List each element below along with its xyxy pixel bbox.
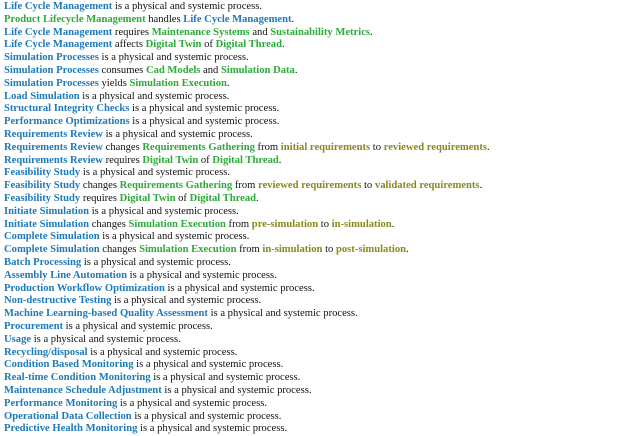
- opl-sentence: [4, 129, 636, 142]
- sentence-text: to: [370, 141, 384, 153]
- opl-sentence: [4, 321, 636, 334]
- opl-sentence: [4, 359, 636, 372]
- sentence-text: is a physical and systemic process.: [131, 410, 282, 422]
- opl-sentence: [4, 78, 636, 91]
- sentence-text: is a physical and systemic process.: [87, 346, 238, 358]
- sentence-text: changes: [102, 141, 143, 153]
- opl-sentence: [4, 398, 636, 411]
- object-term: Requirements Gathering: [119, 180, 233, 192]
- sentence-text: requires: [102, 154, 143, 166]
- opl-sentence: [4, 116, 636, 129]
- opl-sentence: [4, 27, 636, 40]
- opl-sentence: [4, 180, 636, 193]
- sentence-text: is a physical and systemic process.: [150, 372, 301, 384]
- sentence-text: from: [232, 180, 259, 192]
- state-term: in-simulation: [262, 244, 323, 256]
- object-term: Product Lifecycle Management: [4, 13, 146, 25]
- process-term: Recycling/disposal: [4, 346, 88, 358]
- state-term: reviewed requirements: [383, 141, 487, 153]
- opl-sentence: [4, 91, 636, 104]
- sentence-text: .: [256, 192, 259, 204]
- process-term: Operational Data Collection: [4, 410, 132, 422]
- opl-sentence: [4, 231, 636, 244]
- process-term: Initiate Simulation: [4, 218, 90, 230]
- process-term: Predictive Health Monitoring: [4, 423, 138, 435]
- object-term: Digital Twin: [145, 39, 202, 51]
- sentence-text: is a physical and systemic process.: [79, 90, 230, 102]
- object-term: Simulation Execution: [128, 218, 226, 230]
- process-term: Requirements Review: [4, 154, 103, 166]
- opl-sentence: [4, 423, 636, 436]
- process-term: Initiate Simulation: [4, 205, 90, 217]
- process-term: Maintenance Schedule Adjustment: [4, 384, 162, 396]
- opl-sentence: [4, 52, 636, 65]
- sentence-text: is a physical and systemic process.: [98, 52, 249, 64]
- sentence-text: to: [318, 218, 332, 230]
- sentence-text: is a physical and systemic process.: [111, 295, 262, 307]
- sentence-text: from: [225, 218, 252, 230]
- process-term: Machine Learning-based Quality Assessment: [4, 308, 208, 320]
- opl-sentence: [4, 1, 636, 14]
- opl-sentence: [4, 372, 636, 385]
- sentence-text: .: [291, 13, 295, 25]
- process-term: Complete Simulation: [4, 231, 100, 243]
- state-term: validated requirements: [374, 180, 480, 192]
- sentence-text: from: [236, 244, 263, 256]
- opl-sentence: [4, 206, 636, 219]
- process-term: Complete Simulation: [4, 244, 100, 256]
- sentence-text: is a physical and systemic process.: [164, 282, 315, 294]
- sentence-text: handles: [145, 13, 184, 25]
- sentence-text: .: [281, 39, 285, 51]
- opl-sentence: [4, 257, 636, 270]
- process-term: Performance Optimizations: [4, 116, 130, 128]
- opl-sentence: [4, 244, 636, 257]
- process-term: Batch Processing: [4, 256, 82, 268]
- opl-sentence: [4, 103, 636, 116]
- sentence-text: .: [391, 218, 395, 230]
- sentence-text: is a physical and systemic process.: [129, 116, 280, 128]
- sentence-text: is a physical and systemic process.: [80, 167, 230, 179]
- sentence-text: .: [370, 26, 373, 38]
- sentence-text: .: [406, 244, 409, 256]
- object-term: Simulation Data: [220, 64, 295, 76]
- state-term: pre-simulation: [251, 218, 319, 230]
- object-term: Digital Thread: [215, 39, 282, 51]
- object-term: Cad Models: [145, 64, 201, 76]
- process-term: Non-destructive Testing: [4, 295, 112, 307]
- sentence-text: .: [226, 77, 230, 89]
- process-term: Production Workflow Optimization: [4, 282, 165, 294]
- object-term: Digital Twin: [119, 192, 176, 204]
- sentence-text: of: [201, 39, 216, 51]
- process-term: Real-time Condition Monitoring: [4, 372, 151, 384]
- opl-sentence: [4, 270, 636, 283]
- sentence-text: and: [249, 26, 271, 38]
- state-term: post-simulation: [335, 244, 407, 256]
- sentence-text: and: [200, 64, 221, 76]
- opl-sentence: [4, 411, 636, 424]
- sentence-text: consumes: [98, 64, 146, 76]
- process-term: Life Cycle Management: [4, 1, 113, 12]
- process-term: Load Simulation: [4, 90, 80, 102]
- opl-sentence: [4, 283, 636, 296]
- state-term: in-simulation: [331, 218, 392, 230]
- opl-sentence: [4, 308, 636, 321]
- process-term: Assembly Line Automation: [4, 269, 128, 281]
- process-term: Life Cycle Management: [4, 26, 113, 38]
- process-term: Feasibility Study: [4, 180, 81, 192]
- process-term: Simulation Processes: [4, 52, 99, 64]
- object-term: Simulation Execution: [139, 244, 237, 256]
- sentence-text: changes: [89, 218, 129, 230]
- process-term: Requirements Review: [4, 141, 103, 153]
- sentence-text: is a physical and systemic process.: [137, 423, 288, 435]
- object-term: Digital Thread: [212, 154, 279, 166]
- sentence-text: to: [361, 180, 375, 192]
- object-term: Digital Thread: [189, 192, 257, 204]
- sentence-text: is a physical and systemic process.: [207, 308, 358, 320]
- opl-sentence: [4, 193, 636, 206]
- object-term: Maintenance Systems: [151, 26, 250, 38]
- sentence-text: .: [294, 64, 298, 76]
- opl-sentence: [4, 142, 636, 155]
- sentence-text: is a physical and systemic process.: [31, 333, 181, 345]
- sentence-text: is a physical and systemic process.: [89, 205, 239, 217]
- process-term: Usage: [4, 333, 32, 345]
- opl-sentence: [4, 14, 636, 27]
- process-term: Condition Based Monitoring: [4, 359, 134, 371]
- sentence-text: is a physical and systemic process.: [102, 128, 253, 140]
- process-term: Feasibility Study: [4, 192, 81, 204]
- sentence-text: is a physical and systemic process.: [99, 231, 250, 243]
- sentence-text: requires: [112, 26, 152, 38]
- sentence-text: from: [254, 141, 281, 153]
- sentence-text: of: [198, 154, 213, 166]
- opl-sentence: [4, 65, 636, 78]
- opl-sentence: [4, 385, 636, 398]
- opl-sentence: [4, 295, 636, 308]
- state-term: initial requirements: [280, 141, 371, 153]
- process-term: Structural Integrity Checks: [4, 103, 130, 115]
- process-term: Feasibility Study: [4, 167, 81, 179]
- object-term: Simulation Execution: [129, 77, 227, 89]
- opl-sentence: [4, 155, 636, 168]
- opl-sentence: [4, 39, 636, 52]
- sentence-text: yields: [98, 77, 130, 89]
- sentence-text: is a physical and systemic process.: [63, 320, 213, 332]
- process-term: Simulation Processes: [4, 77, 99, 89]
- state-term: reviewed requirements: [258, 180, 362, 192]
- sentence-text: .: [486, 141, 490, 153]
- opl-sentence: [4, 219, 636, 232]
- process-term: Life Cycle Management: [183, 13, 292, 25]
- opl-sentence: [4, 334, 636, 347]
- sentence-text: is a physical and systemic process.: [112, 1, 263, 12]
- sentence-text: affects: [112, 39, 146, 51]
- sentence-text: changes: [80, 180, 120, 192]
- object-term: Digital Twin: [142, 154, 199, 166]
- sentence-text: is a physical and systemic process.: [129, 103, 280, 115]
- opl-sentence: [4, 167, 636, 180]
- sentence-text: of: [175, 192, 190, 204]
- sentence-text: is a physical and systemic process.: [133, 359, 284, 371]
- process-term: Procurement: [4, 320, 64, 332]
- object-term: Requirements Gathering: [142, 141, 255, 153]
- opl-sentence: [4, 347, 636, 360]
- sentence-text: changes: [99, 244, 140, 256]
- opl-document: [4, 1, 636, 436]
- sentence-text: requires: [80, 192, 120, 204]
- sentence-text: .: [278, 154, 282, 166]
- sentence-text: .: [479, 180, 483, 192]
- sentence-text: is a physical and systemic process.: [81, 256, 231, 268]
- process-term: Requirements Review: [4, 128, 103, 140]
- process-term: Life Cycle Management: [4, 39, 113, 51]
- object-term: Sustainability Metrics: [270, 26, 371, 38]
- sentence-text: is a physical and systemic process.: [161, 384, 312, 396]
- process-term: Performance Monitoring: [4, 397, 118, 409]
- sentence-text: is a physical and systemic process.: [117, 397, 268, 409]
- sentence-text: is a physical and systemic process.: [127, 269, 277, 281]
- process-term: Simulation Processes: [4, 64, 99, 76]
- sentence-text: to: [322, 244, 336, 256]
